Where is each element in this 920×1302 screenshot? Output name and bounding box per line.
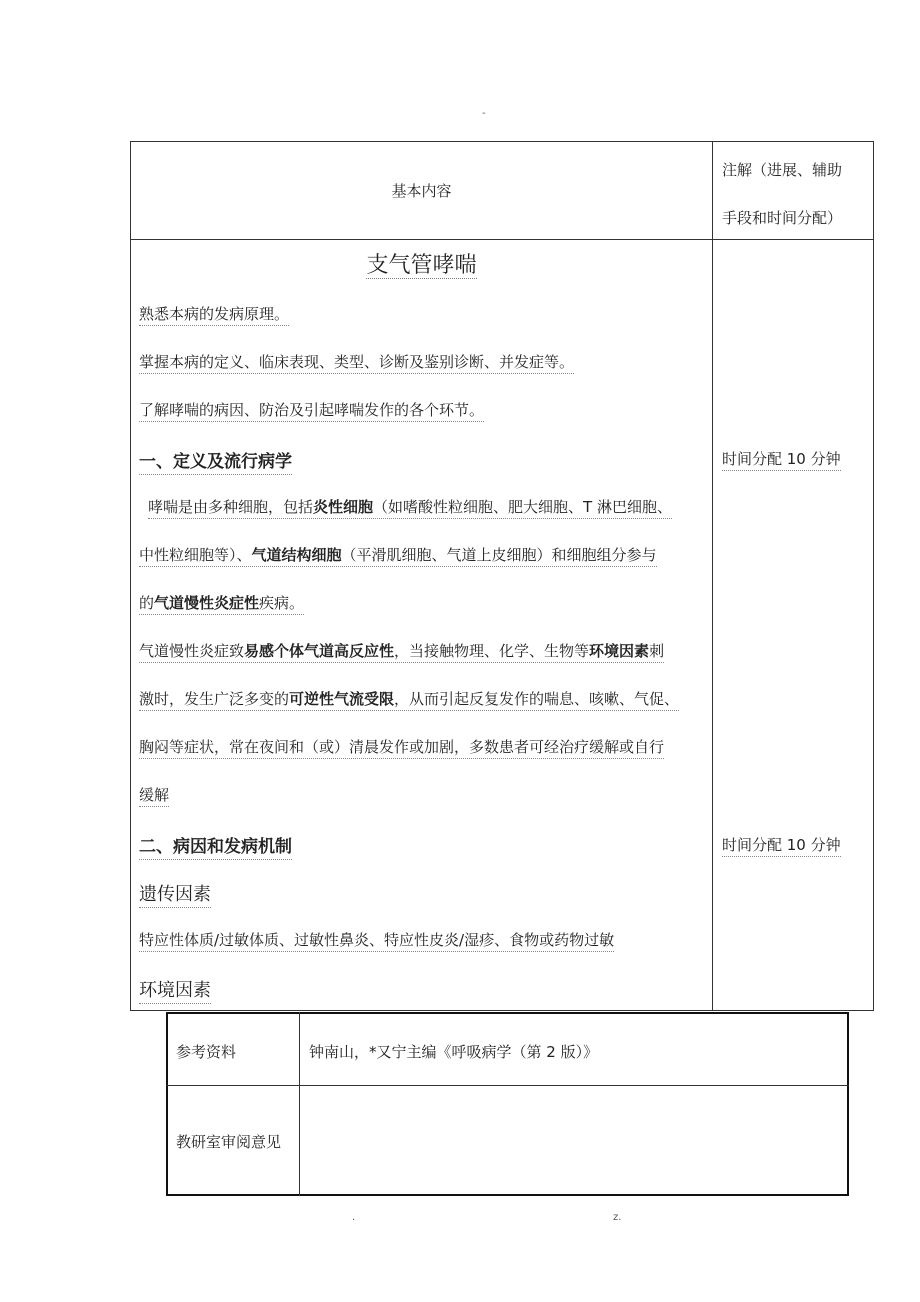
column-header-note-line2: 手段和时间分配） [722,209,843,227]
reference-value: 钟南山，*又宁主编《呼吸病学（第 2 版）》 [309,1043,599,1061]
pathology-line-1: 气道慢性炎症致易感个体气道高反应性，当接触物理、化学、生物等环境因素刺 [139,640,664,661]
reference-row-divider [166,1085,849,1086]
objective-3: 了解哮喘的病因、防治及引起哮喘发作的各个环节。 [139,399,484,420]
section1-time-note: 时间分配 10 分钟 [722,448,841,469]
reference-table [166,1012,849,1196]
reference-label: 参考资料 [176,1043,237,1061]
definition-line-3: 的气道慢性炎症性疾病。 [139,592,304,613]
objective-1: 熟悉本病的发病原理。 [139,303,289,324]
footer-right-mark: z. [613,1212,622,1223]
genetic-factors-heading: 遗传因素 [139,880,211,906]
pathology-line-4: 缓解 [139,784,169,805]
pathology-line-3: 胸闷等症状，常在夜间和（或）清晨发作或加剧，多数患者可经治疗缓解或自行 [139,736,664,757]
footer-left-mark: . [352,1212,356,1223]
pathology-line-2: 激时，发生广泛多变的可逆性气流受限，从而引起反复发作的喘息、咳嗽、气促、 [139,688,679,709]
environment-factors-heading: 环境因素 [139,976,211,1002]
definition-line-1: 哮喘是由多种细胞，包括炎性细胞（如嗜酸性粒细胞、肥大细胞、T 淋巴细胞、 [148,496,672,517]
lesson-title [131,248,712,279]
column-header-content: 基本内容 [391,182,452,200]
review-label: 教研室审阅意见 [176,1133,282,1151]
lesson-title-text: 支气管哮喘 [366,253,477,278]
column-header-note [722,146,870,242]
section2-time-note: 时间分配 10 分钟 [722,834,841,855]
section2-heading: 二、病因和发病机制 [139,832,292,857]
objective-2: 掌握本病的定义、临床表现、类型、诊断及鉴别诊断、并发症等。 [139,351,574,372]
definition-line-2: 中性粒细胞等）、气道结构细胞（平滑肌细胞、气道上皮细胞）和细胞组分参与 [139,544,657,565]
reference-column-divider [299,1012,300,1196]
section1-heading: 一、定义及流行病学 [139,447,292,472]
column-header-note-line1: 注解（进展、辅助 [722,161,843,179]
header-mark: - [482,108,486,119]
column-divider [712,141,713,1011]
genetic-factors-text: 特应性体质/过敏体质、过敏性鼻炎、特应性皮炎/湿疹、食物或药物过敏 [139,929,614,950]
